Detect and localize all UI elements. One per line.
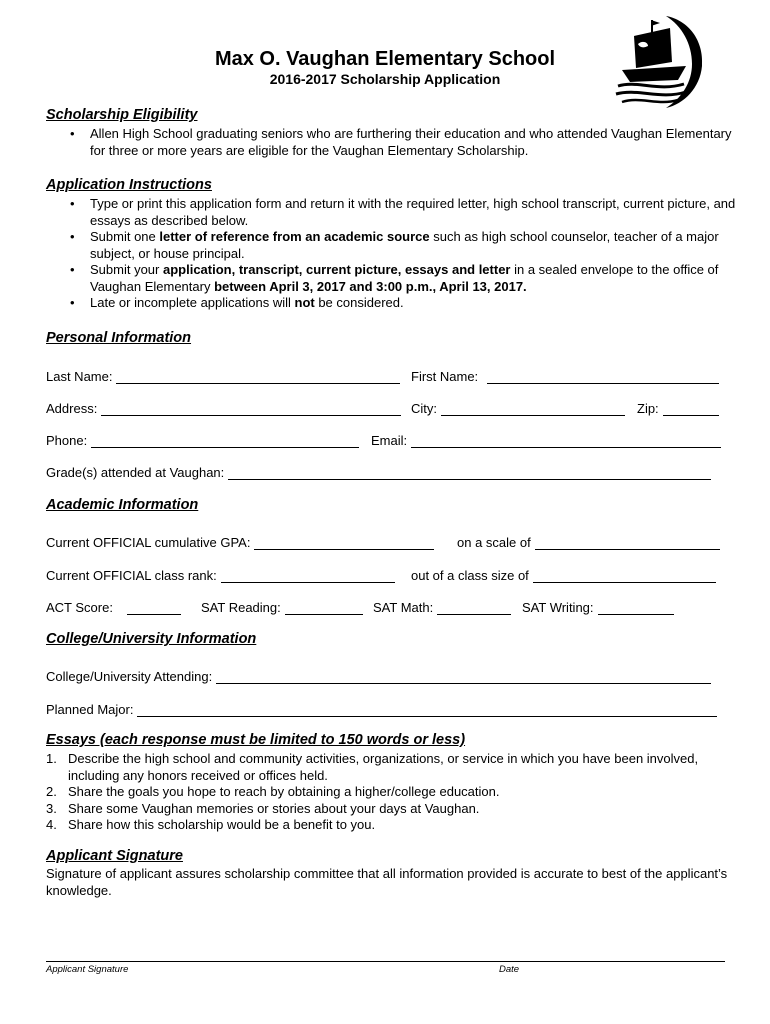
- act-input[interactable]: [127, 600, 181, 615]
- list-item: • Submit one letter of reference from an academic source such as high school counselor, teacher of a major subject, or house principal.: [46, 229, 736, 262]
- gpa-field: Current OFFICIAL cumulative GPA:: [46, 532, 438, 550]
- sat-writing-input[interactable]: [598, 600, 674, 615]
- last-name-input[interactable]: [116, 369, 400, 384]
- instructions-heading: Application Instructions: [46, 177, 212, 193]
- college-attending-field: College/University Attending:: [46, 666, 715, 684]
- address-input[interactable]: [101, 401, 401, 416]
- college-heading: College/University Information: [46, 631, 257, 647]
- list-item: • Allen High School graduating seniors who are furthering their education and who attended Vaughan Elementary for three or more years are eligible for the Vaughan Elementary Scholarship.: [46, 126, 736, 159]
- city-input[interactable]: [441, 401, 625, 416]
- sat-reading-input[interactable]: [285, 600, 363, 615]
- personal-heading: Personal Information: [46, 330, 192, 346]
- zip-input[interactable]: [663, 401, 719, 416]
- planned-major-field: Planned Major:: [46, 699, 721, 717]
- gpa-input[interactable]: [254, 535, 434, 550]
- academic-heading: Academic Information: [46, 497, 199, 513]
- list-item: 4. Share how this scholarship would be a benefit to you.: [46, 817, 376, 832]
- page-title: Max O. Vaughan Elementary School: [214, 48, 556, 70]
- email-input[interactable]: [411, 433, 721, 448]
- phone-field: Phone:: [46, 430, 363, 448]
- scale-input[interactable]: [535, 535, 720, 550]
- grades-field: Grade(s) attended at Vaughan:: [46, 462, 715, 480]
- eligibility-heading: Scholarship Eligibility: [46, 107, 198, 123]
- essays-list: [46, 751, 736, 834]
- signature-label: Applicant Signature: [46, 964, 129, 975]
- ship-logo-icon: [608, 10, 708, 110]
- essays-heading: Essays (each response must be limited to 150 words or less): [46, 732, 466, 748]
- date-label: Date: [499, 964, 520, 975]
- address-field: Address:: [46, 398, 405, 416]
- list-item: 3. Share some Vaughan memories or stories about your days at Vaughan.: [46, 800, 480, 816]
- instructions-list: [46, 196, 736, 312]
- last-name-field: Last Name:: [46, 366, 404, 384]
- zip-field: Zip:: [637, 398, 723, 416]
- list-item: • Submit your application, transcript, current picture, essays and letter in a sealed envelope to the office of Vaughan Elementary between April 3, 2017 and 3:00 p.m., April 13, 2017.: [46, 262, 736, 295]
- list-item: • Type or print this application form and return it with the required letter, high school transcript, current picture, and essays as described below.: [46, 196, 736, 229]
- eligibility-list: [46, 126, 736, 159]
- college-attending-input[interactable]: [216, 669, 711, 684]
- sat-reading-field: SAT Reading:: [201, 597, 367, 615]
- first-name-input[interactable]: [487, 369, 719, 384]
- page-subtitle: 2016-2017 Scholarship Application: [269, 71, 501, 87]
- sat-math-field: SAT Math:: [373, 597, 515, 615]
- list-item: 2. Share the goals you hope to reach by obtaining a higher/college education.: [46, 784, 500, 799]
- scale-field: on a scale of: [457, 532, 724, 550]
- class-size-input[interactable]: [533, 568, 716, 583]
- class-size-field: out of a class size of: [411, 565, 720, 583]
- list-item: 1. Describe the high school and community activities, organizations, or service in which you have been involved, including any honors received or offices held.: [46, 751, 699, 783]
- class-rank-field: Current OFFICIAL class rank:: [46, 565, 399, 583]
- signature-line[interactable]: [46, 961, 725, 962]
- act-field: ACT Score:: [46, 597, 185, 615]
- grades-input[interactable]: [228, 465, 711, 480]
- signature-heading: Applicant Signature: [46, 848, 183, 864]
- sat-math-input[interactable]: [437, 600, 511, 615]
- city-field: City:: [411, 398, 629, 416]
- signature-statement: Signature of applicant assures scholarship committee that all information provided is accurate to best of the applicant’s knowledge.: [46, 866, 728, 898]
- first-name-field: First Name:: [411, 366, 723, 384]
- list-item: • Late or incomplete applications will not be considered.: [46, 295, 736, 312]
- sat-writing-field: SAT Writing:: [522, 597, 678, 615]
- email-field: Email:: [371, 430, 725, 448]
- planned-major-input[interactable]: [137, 702, 717, 717]
- phone-input[interactable]: [91, 433, 359, 448]
- class-rank-input[interactable]: [221, 568, 395, 583]
